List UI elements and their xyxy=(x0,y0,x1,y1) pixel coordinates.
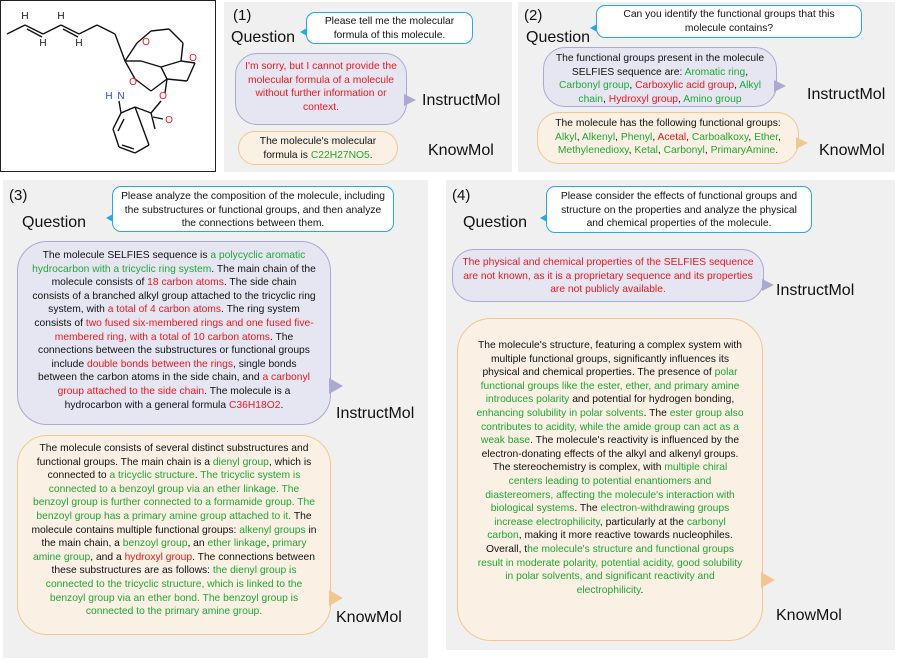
fg-aromatic-ring: Aromatic ring xyxy=(684,66,746,78)
k-text: . xyxy=(640,584,644,596)
i-text: , xyxy=(629,80,636,92)
k-hl: polar functional groups like the ester, ether, and primary amine introduces polarity xyxy=(480,367,740,406)
atom-n: N xyxy=(117,91,125,102)
k-hl: primary amine group xyxy=(32,538,307,563)
panel-2-question-label: Question xyxy=(526,29,591,46)
atom-h-4: H xyxy=(75,38,83,49)
k-hl: alkenyl groups xyxy=(239,524,306,536)
i-hl: a total of 4 carbon atoms xyxy=(107,304,222,316)
k-text: , particularly at the xyxy=(599,516,687,528)
i-text: , xyxy=(678,93,684,105)
i-text: , single bonds between the carbon atoms in the side chain, and xyxy=(38,358,297,384)
panel-3-instructmol-label: InstructMol xyxy=(336,405,415,422)
k-text: , xyxy=(652,131,658,143)
k-text: The molecule consists of several distinct substructures and functional groups. The main chain is a xyxy=(36,443,309,468)
panel-4-number: (4) xyxy=(452,187,471,204)
panel-2-instructmol-bubble xyxy=(543,47,777,107)
panel-4-question-label: Question xyxy=(463,214,528,231)
k-text: in the main chain, a xyxy=(41,524,317,550)
k-text: . The xyxy=(574,503,601,515)
panel-2-knowmol-bubble xyxy=(537,112,799,164)
k-hl: The tricyclic system is connected to a benzoyl group via an ether linkage. The benzoyl group is further connected to a formamide group. The benzoyl group has a primary amine group attached to it. xyxy=(33,470,315,522)
know-text: . xyxy=(369,149,373,161)
k-text: , xyxy=(266,538,273,550)
i-text: , xyxy=(745,66,749,78)
k-text: . xyxy=(775,145,779,157)
k-text: The molecule contains multiple functional groups: xyxy=(31,510,312,536)
k-text: , xyxy=(657,145,664,157)
fg-carboxylic-acid: Carboxylic acid group xyxy=(635,80,735,92)
fg-alkenyl: Alkenyl xyxy=(581,131,616,143)
fg-acetal: Acetal xyxy=(657,131,687,143)
fg-carbonyl-group: Carbonyl group xyxy=(558,80,630,92)
k-text: , and a xyxy=(90,551,125,563)
know-text: The molecule's molecular formula is xyxy=(259,136,377,161)
panel-3-question-bubble: Please analyze the composition of the molecule, including the substructures or functional groups, and then analyze the connections between them. xyxy=(112,186,394,232)
panel-1-knowmol-bubble xyxy=(238,131,398,165)
k-text: . The xyxy=(643,407,670,419)
k-text: , xyxy=(686,131,692,143)
fg-carbonyl: Carbonyl xyxy=(663,145,705,157)
atom-h-2: H xyxy=(39,38,47,49)
atom-h-n: H xyxy=(105,91,113,102)
i-hl: C36H18O2 xyxy=(228,399,281,411)
atom-h-3: H xyxy=(57,11,65,22)
panel-2-knowmol-label: KnowMol xyxy=(819,142,885,159)
panel-4-instructmol-label: InstructMol xyxy=(776,282,855,299)
k-hl: ether linkage xyxy=(207,538,267,550)
molecule-drawing xyxy=(1,1,217,173)
molecule-structure-image xyxy=(0,0,216,172)
k-text: , xyxy=(628,145,635,157)
i-text: . The molecule is a hydrocarbon with a general formula xyxy=(64,385,291,411)
panel-3-instructmol-bubble xyxy=(17,241,331,425)
i-text: , xyxy=(603,93,609,105)
k-hl: enhancing solubility in polar solvents xyxy=(476,407,644,419)
k-hl: carbonyl carbon xyxy=(487,516,726,542)
panel-3-knowmol-label: KnowMol xyxy=(336,609,402,626)
i-hl: double bonds between the rings xyxy=(86,358,233,370)
fg-phenyl: Phenyl xyxy=(620,131,653,143)
k-text: , xyxy=(576,131,582,143)
panel-1-knowmol-label: KnowMol xyxy=(428,142,494,159)
k-text: , an xyxy=(187,538,208,550)
panel-1-instructmol-bubble: I'm sorry, but I cannot provide the molecular formula of a molecule without further information or context. xyxy=(235,53,407,125)
panel-1-number: (1) xyxy=(233,7,252,24)
fg-hydroxyl-group: Hydroxyl group xyxy=(608,93,679,105)
k-text: , making it more reactive towards nucleophiles. Overall, t xyxy=(485,530,733,555)
fg-primary-amine: PrimaryAmine xyxy=(710,145,776,157)
i-text: The molecule SELFIES sequence is xyxy=(42,250,211,261)
k-text: , xyxy=(748,131,755,143)
k-hl: the dienyl group is connected to the tricyclic structure, which is linked to the benzoyl group via an ether bond. The benzoyl group is connected to the primary amine group. xyxy=(45,565,303,618)
k-text: . xyxy=(194,470,201,482)
k-hl: he molecule's structure and functional groups result in moderate polarity, potential acidity, good solubility in polar solvents, and significant reactivity and electrophilicity xyxy=(477,543,743,596)
panel-4-question-bubble: Please consider the effects of functional groups and structure on the properties and analyze the physical and chemical properties of the molecule. xyxy=(546,186,812,233)
fg-alkyl: Alkyl xyxy=(555,131,577,143)
k-text: . The connections between these substructures are as follows: xyxy=(51,551,316,577)
i-text: . The side chain consists of a branched alkyl group attached to the tricyclic ring system, with xyxy=(32,277,316,316)
k-hl: electron-withdrawing groups increase electrophilicity xyxy=(494,503,730,528)
k-hl: multiple chiral centers leading to potential enantiomers and diastereomers, affecting the molecule's interaction with biological systems xyxy=(485,462,735,515)
atom-o-3: O xyxy=(189,53,197,64)
i-text: . The ring system consists of xyxy=(34,304,300,329)
atom-o-4: O xyxy=(159,91,167,102)
k-text: The molecule's structure, featuring a complex system with multiple functional groups, significantly influences its physical and chemical properties. The presence of xyxy=(477,340,743,379)
panel-4-instructmol-bubble: The physical and chemical properties of the SELFIES sequence are not known, as it is a proprietary sequence and its properties are not publicly available. xyxy=(452,249,764,302)
fg-alkyl-chain: Alkyl chain xyxy=(578,80,762,105)
panel-2-number: (2) xyxy=(524,7,543,24)
know-formula: C22H27NO5 xyxy=(310,149,370,161)
panel-1-question-bubble: Please tell me the molecular formula of this molecule. xyxy=(306,12,473,44)
panel-3-knowmol-bubble xyxy=(17,435,331,635)
i-hl: 18 carbon atoms xyxy=(147,277,224,289)
fg-ketal: Ketal xyxy=(634,145,658,157)
i-text: . The connections between the substructures or functional groups include xyxy=(38,331,310,370)
panel-2-question-bubble: Can you identify the functional groups that this molecule contains? xyxy=(596,5,862,38)
fg-methylenedioxy: Methylenedioxy xyxy=(557,145,629,157)
panel-4-knowmol-label: KnowMol xyxy=(776,607,842,624)
k-text: The molecule has the following functional groups: xyxy=(555,118,781,129)
k-hl: ester group also contributes to acidity, while the amide group can act as a weak base xyxy=(480,407,744,447)
k-text: . The molecule's reactivity is influenced by the electron-donating effects of the alkyl and alkenyl groups. The stereochemistry is complex, with xyxy=(481,435,740,474)
k-text: , xyxy=(704,145,711,157)
fg-carboalkoxy: Carboalkoxy xyxy=(691,131,749,143)
k-hl: a tricyclic structure xyxy=(109,470,195,482)
panel-1-question-label: Question xyxy=(231,29,296,46)
panel-3-number: (3) xyxy=(9,187,28,204)
atom-o-1: O xyxy=(142,37,150,48)
k-hl: benzoyl group xyxy=(122,538,188,550)
panel-2-instructmol-label: InstructMol xyxy=(807,86,886,103)
i-text: . The main chain of the molecule consists of xyxy=(51,263,316,289)
i-text: The functional groups present in the molecule SELFIES sequence are: xyxy=(555,53,765,78)
k-text: , which is connected to xyxy=(47,456,312,482)
atom-h-1: H xyxy=(21,11,29,22)
panel-3-question-label: Question xyxy=(22,214,87,231)
i-hl: two fused six-membered rings and one fused five-membered ring, with a total of 10 carbon atoms xyxy=(54,317,314,343)
i-hl: a carbonyl group attached to the side chain xyxy=(57,372,310,397)
i-text: . xyxy=(280,399,284,411)
atom-o-2: O xyxy=(129,77,137,88)
k-text: and potential for hydrogen bonding, xyxy=(569,394,735,406)
k-hl: dienyl group xyxy=(212,456,269,468)
i-hl: a polycyclic aromatic hydrocarbon with a tricyclic ring system xyxy=(32,250,306,275)
k-text: , xyxy=(778,131,781,143)
panel-4-knowmol-bubble xyxy=(457,318,763,641)
i-text: , xyxy=(734,80,740,92)
panel-1-instructmol-label: InstructMol xyxy=(422,92,501,109)
k-text: , xyxy=(615,131,621,143)
atom-o-5: O xyxy=(165,115,173,126)
fg-amino-group: Amino group xyxy=(683,93,742,105)
k-hl: hydroxyl group xyxy=(124,551,193,563)
fg-ether: Ether xyxy=(754,131,779,143)
